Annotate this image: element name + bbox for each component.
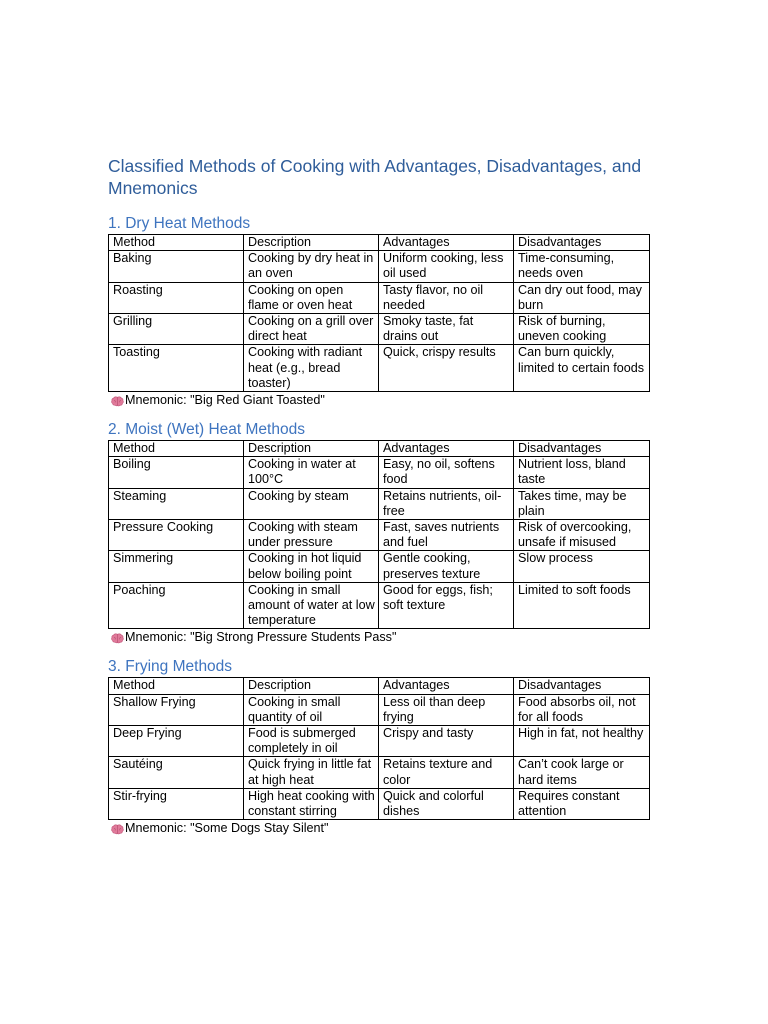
- brain-icon: [111, 632, 124, 643]
- column-header-description: Description: [244, 678, 379, 694]
- disadvantages-cell: High in fat, not healthy: [514, 726, 650, 757]
- table-row: [109, 551, 650, 582]
- disadvantages-cell: Can’t cook large or hard items: [514, 757, 650, 788]
- disadvantages-cell: Can dry out food, may burn: [514, 282, 650, 313]
- disadvantages-cell: Risk of burning, uneven cooking: [514, 314, 650, 345]
- brain-icon: [111, 823, 124, 834]
- method-cell: Baking: [109, 251, 244, 282]
- column-header-method: Method: [109, 235, 244, 251]
- description-cell: Cooking with radiant heat (e.g., bread toaster): [244, 345, 379, 392]
- column-header-disadvantages: Disadvantages: [514, 441, 650, 457]
- column-header-description: Description: [244, 441, 379, 457]
- table-header-row: [109, 235, 650, 251]
- disadvantages-cell: Slow process: [514, 551, 650, 582]
- mnemonic-text: Mnemonic: "Big Red Giant Toasted": [125, 393, 325, 408]
- mnemonic-text: Mnemonic: "Some Dogs Stay Silent": [125, 821, 329, 836]
- column-header-method: Method: [109, 441, 244, 457]
- section-heading-moist-heat: 2. Moist (Wet) Heat Methods: [108, 421, 305, 439]
- disadvantages-cell: Requires constant attention: [514, 788, 650, 819]
- section-heading-dry-heat: 1. Dry Heat Methods: [108, 215, 251, 232]
- table-row: [109, 282, 650, 313]
- mnemonic-dry-heat: [108, 392, 650, 408]
- description-cell: Cooking on a grill over direct heat: [244, 314, 379, 345]
- column-header-description: Description: [244, 235, 379, 251]
- table-row: [109, 457, 650, 488]
- advantages-cell: Retains nutrients, oil-free: [379, 488, 514, 519]
- column-header-method: Method: [109, 678, 244, 694]
- description-cell: Food is submerged completely in oil: [244, 726, 379, 757]
- method-cell: Stir-frying: [109, 788, 244, 819]
- description-cell: Cooking on open flame or oven heat: [244, 282, 379, 313]
- column-header-disadvantages: Disadvantages: [514, 678, 650, 694]
- description-cell: Quick frying in little fat at high heat: [244, 757, 379, 788]
- method-cell: Grilling: [109, 314, 244, 345]
- frying-table: [108, 677, 650, 820]
- method-cell: Toasting: [109, 345, 244, 392]
- advantages-cell: Easy, no oil, softens food: [379, 457, 514, 488]
- mnemonic-moist-heat: [108, 629, 650, 645]
- advantages-cell: Smoky taste, fat drains out: [379, 314, 514, 345]
- column-header-advantages: Advantages: [379, 235, 514, 251]
- description-cell: Cooking by dry heat in an oven: [244, 251, 379, 282]
- table-row: [109, 582, 650, 629]
- advantages-cell: Retains texture and color: [379, 757, 514, 788]
- disadvantages-cell: Food absorbs oil, not for all foods: [514, 694, 650, 725]
- description-cell: High heat cooking with constant stirring: [244, 788, 379, 819]
- advantages-cell: Uniform cooking, less oil used: [379, 251, 514, 282]
- method-cell: Roasting: [109, 282, 244, 313]
- document-page: [108, 155, 650, 836]
- advantages-cell: Quick, crispy results: [379, 345, 514, 392]
- disadvantages-cell: Can burn quickly, limited to certain foods: [514, 345, 650, 392]
- advantages-cell: Gentle cooking, preserves texture: [379, 551, 514, 582]
- method-cell: Poaching: [109, 582, 244, 629]
- description-cell: Cooking in small quantity of oil: [244, 694, 379, 725]
- table-header-row: [109, 678, 650, 694]
- disadvantages-cell: Time-consuming, needs oven: [514, 251, 650, 282]
- table-row: [109, 488, 650, 519]
- column-header-advantages: Advantages: [379, 678, 514, 694]
- table-row: [109, 788, 650, 819]
- mnemonic-text: Mnemonic: "Big Strong Pressure Students Pass": [125, 630, 397, 645]
- disadvantages-cell: Limited to soft foods: [514, 582, 650, 629]
- table-row: [109, 694, 650, 725]
- description-cell: Cooking by steam: [244, 488, 379, 519]
- method-cell: Sautéing: [109, 757, 244, 788]
- disadvantages-cell: Takes time, may be plain: [514, 488, 650, 519]
- document-title: Classified Methods of Cooking with Advantages, Disadvantages, and Mnemonics: [108, 156, 642, 198]
- method-cell: Boiling: [109, 457, 244, 488]
- mnemonic-frying: [108, 820, 650, 836]
- table-row: [109, 726, 650, 757]
- dry-heat-table: [108, 234, 650, 392]
- advantages-cell: Crispy and tasty: [379, 726, 514, 757]
- table-row: [109, 314, 650, 345]
- advantages-cell: Less oil than deep frying: [379, 694, 514, 725]
- disadvantages-cell: Nutrient loss, bland taste: [514, 457, 650, 488]
- advantages-cell: Good for eggs, fish; soft texture: [379, 582, 514, 629]
- method-cell: Shallow Frying: [109, 694, 244, 725]
- method-cell: Deep Frying: [109, 726, 244, 757]
- disadvantages-cell: Risk of overcooking, unsafe if misused: [514, 520, 650, 551]
- section-heading-frying: 3. Frying Methods: [108, 658, 233, 676]
- advantages-cell: Tasty flavor, no oil needed: [379, 282, 514, 313]
- column-header-disadvantages: Disadvantages: [514, 235, 650, 251]
- table-row: [109, 757, 650, 788]
- moist-heat-table: [108, 440, 650, 629]
- advantages-cell: Fast, saves nutrients and fuel: [379, 520, 514, 551]
- method-cell: Pressure Cooking: [109, 520, 244, 551]
- column-header-advantages: Advantages: [379, 441, 514, 457]
- description-cell: Cooking with steam under pressure: [244, 520, 379, 551]
- table-row: [109, 251, 650, 282]
- method-cell: Steaming: [109, 488, 244, 519]
- table-row: [109, 345, 650, 392]
- description-cell: Cooking in small amount of water at low temperature: [244, 582, 379, 629]
- table-row: [109, 520, 650, 551]
- advantages-cell: Quick and colorful dishes: [379, 788, 514, 819]
- brain-icon: [111, 395, 124, 406]
- description-cell: Cooking in water at 100°C: [244, 457, 379, 488]
- table-header-row: [109, 441, 650, 457]
- description-cell: Cooking in hot liquid below boiling point: [244, 551, 379, 582]
- method-cell: Simmering: [109, 551, 244, 582]
